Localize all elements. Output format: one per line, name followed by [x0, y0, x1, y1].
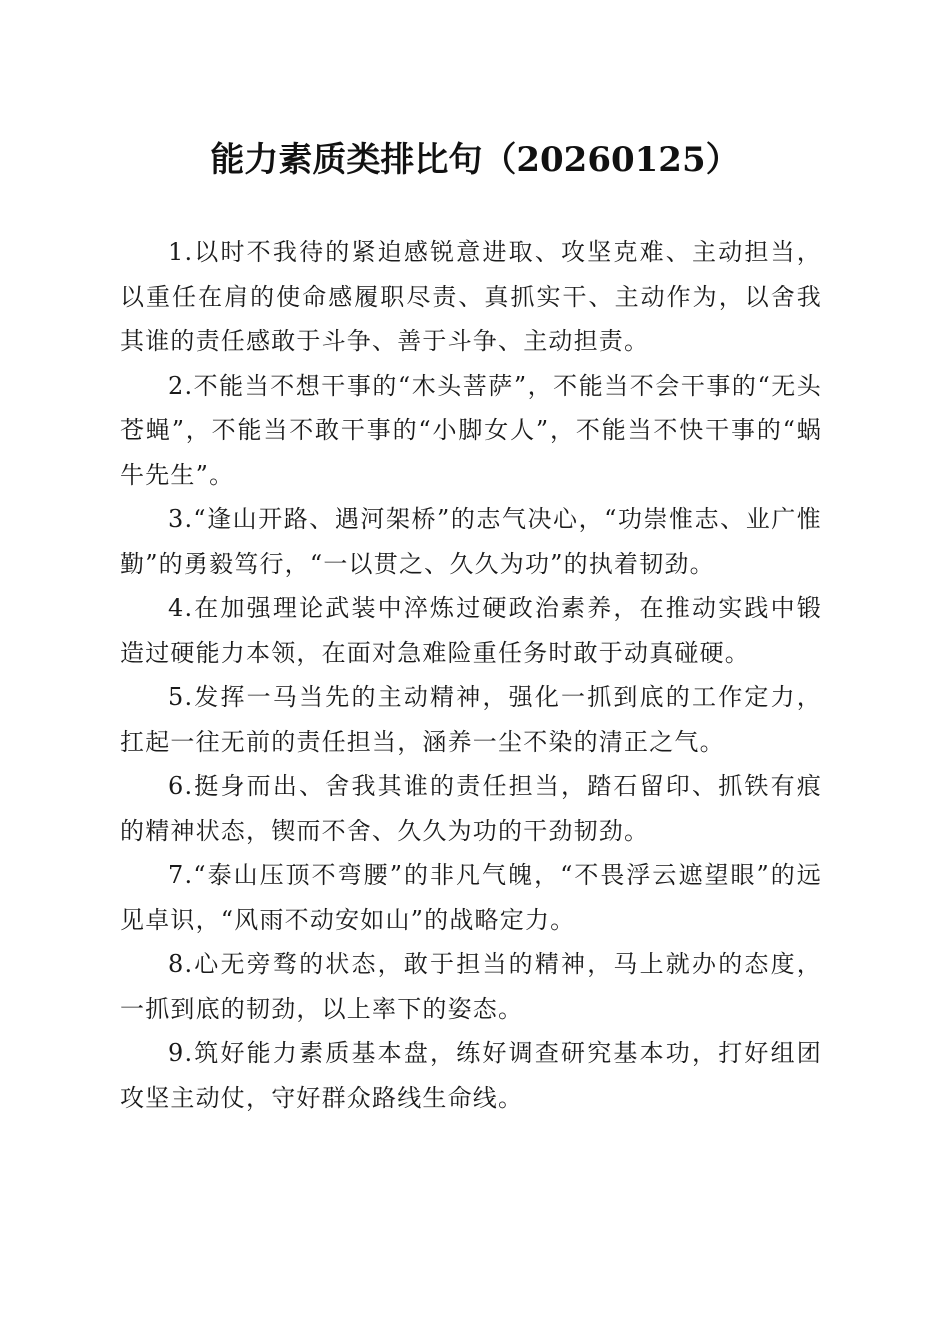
- page-title: 能力素质类排比句（20260125）: [210, 140, 740, 180]
- paragraph-1: 1.以时不我待的紧迫感锐意进取、攻坚克难、主动担当，以重任在肩的使命感履职尽责、真抓实干、主动作为，以舍我其谁的责任感敢于斗争、善于斗争、主动担责。: [120, 238, 822, 355]
- paragraph-3: 3.“逢山开路、遇河架桥”的志气决心，“功崇惟志、业广惟勤”的勇毅笃行，“一以贯之、久久为功”的执着韧劲。: [120, 505, 822, 578]
- paragraph-7: 7.“泰山压顶不弯腰”的非凡气魄，“不畏浮云遮望眼”的远见卓识，“风雨不动安如山”的战略定力。: [120, 861, 822, 934]
- paragraph-5: 5.发挥一马当先的主动精神，强化一抓到底的工作定力，扛起一往无前的责任担当，涵养一尘不染的清正之气。: [120, 683, 822, 756]
- paragraph-4: 4.在加强理论武装中淬炼过硬政治素养，在推动实践中锻造过硬能力本领，在面对急难险重任务时敢于动真碰硬。: [120, 594, 822, 667]
- document-body: [120, 230, 822, 1120]
- paragraph-8: 8.心无旁骛的状态，敢于担当的精神，马上就办的态度，一抓到底的韧劲，以上率下的姿态。: [120, 950, 822, 1023]
- paragraph-2: 2.不能当不想干事的“木头菩萨”，不能当不会干事的“无头苍蝇”，不能当不敢干事的“小脚女人”，不能当不快干事的“蜗牛先生”。: [120, 371, 822, 489]
- paragraph-9: 9.筑好能力素质基本盘，练好调查研究基本功，打好组团攻坚主动仗，守好群众路线生命线。: [120, 1039, 822, 1112]
- paragraph-6: 6.挺身而出、舍我其谁的责任担当，踏石留印、抓铁有痕的精神状态，锲而不舍、久久为功的干劲韧劲。: [120, 772, 822, 845]
